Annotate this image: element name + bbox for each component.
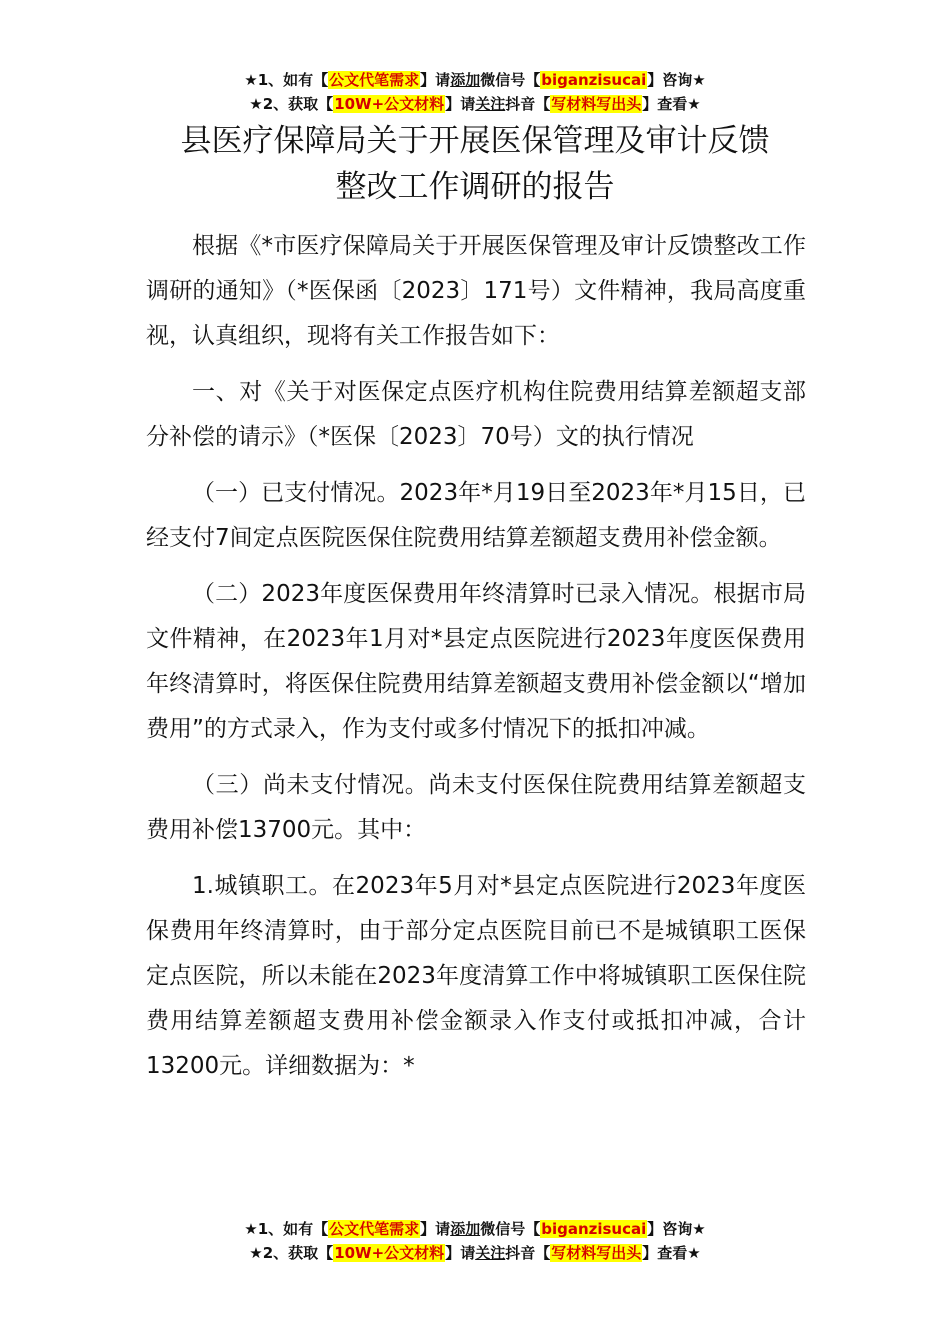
header-banner: [0, 68, 950, 116]
banner-line-2: ★2、获取【10W+公文材料】请关注抖音【写材料写出头】查看★: [249, 95, 701, 113]
paragraph-urban-workers: 1.城镇职工。在2023年5月对*县定点医院进行2023年度医保费用年终清算时，由于部分定点医院目前已不是城镇职工医保定点医院，所以未能在2023年度清算工作中将城镇职工医保住院费用结算差额超支费用补偿金额录入作支付或抵扣冲减，合计13200元。详细数据为：*: [146, 873, 806, 1079]
banner-line-2: ★2、获取【10W+公文材料】请关注抖音【写材料写出头】查看★: [249, 1244, 701, 1262]
document-title: [0, 118, 950, 210]
banner-highlight: 10W+公文材料: [334, 1244, 445, 1262]
banner-line-1: ★1、如有【公文代笔需求】请添加微信号【biganzisucai】咨询★: [244, 1220, 706, 1238]
banner-douyin-id: 写材料写出头: [551, 1244, 642, 1262]
document-body: [146, 224, 806, 1100]
banner-highlight: 公文代笔需求: [329, 71, 420, 89]
title-line-1: 县医疗保障局关于开展医保管理及审计反馈: [180, 123, 770, 159]
title-line-2: 整改工作调研的报告: [335, 169, 615, 205]
paragraph-entered: （二）2023年度医保费用年终清算时已录入情况。根据市局文件精神，在2023年1月对*县定点医院进行2023年度医保费用年终清算时，将医保住院费用结算差额超支费用补偿金额以“增加费用”的方式录入，作为支付或多付情况下的抵扣冲减。: [146, 581, 806, 742]
banner-wechat-id: biganzisucai: [541, 71, 647, 89]
paragraph-section-1: 一、对《关于对医保定点医疗机构住院费用结算差额超支部分补偿的请示》（*医保〔2023〕70号）文的执行情况: [146, 379, 806, 450]
paragraph-unpaid: （三）尚未支付情况。尚未支付医保住院费用结算差额超支费用补偿13700元。其中：: [146, 772, 806, 843]
footer-banner: [0, 1217, 950, 1265]
banner-wechat-id: biganzisucai: [541, 1220, 647, 1238]
paragraph-paid: （一）已支付情况。2023年*月19日至2023年*月15日，已经支付7间定点医院医保住院费用结算差额超支费用补偿金额。: [146, 480, 806, 551]
banner-douyin-id: 写材料写出头: [551, 95, 642, 113]
paragraph-intro: 根据《*市医疗保障局关于开展医保管理及审计反馈整改工作调研的通知》（*医保函〔2023〕171号）文件精神，我局高度重视，认真组织，现将有关工作报告如下：: [146, 233, 806, 349]
banner-line-1: ★1、如有【公文代笔需求】请添加微信号【biganzisucai】咨询★: [244, 71, 706, 89]
banner-highlight: 公文代笔需求: [329, 1220, 420, 1238]
banner-highlight: 10W+公文材料: [334, 95, 445, 113]
